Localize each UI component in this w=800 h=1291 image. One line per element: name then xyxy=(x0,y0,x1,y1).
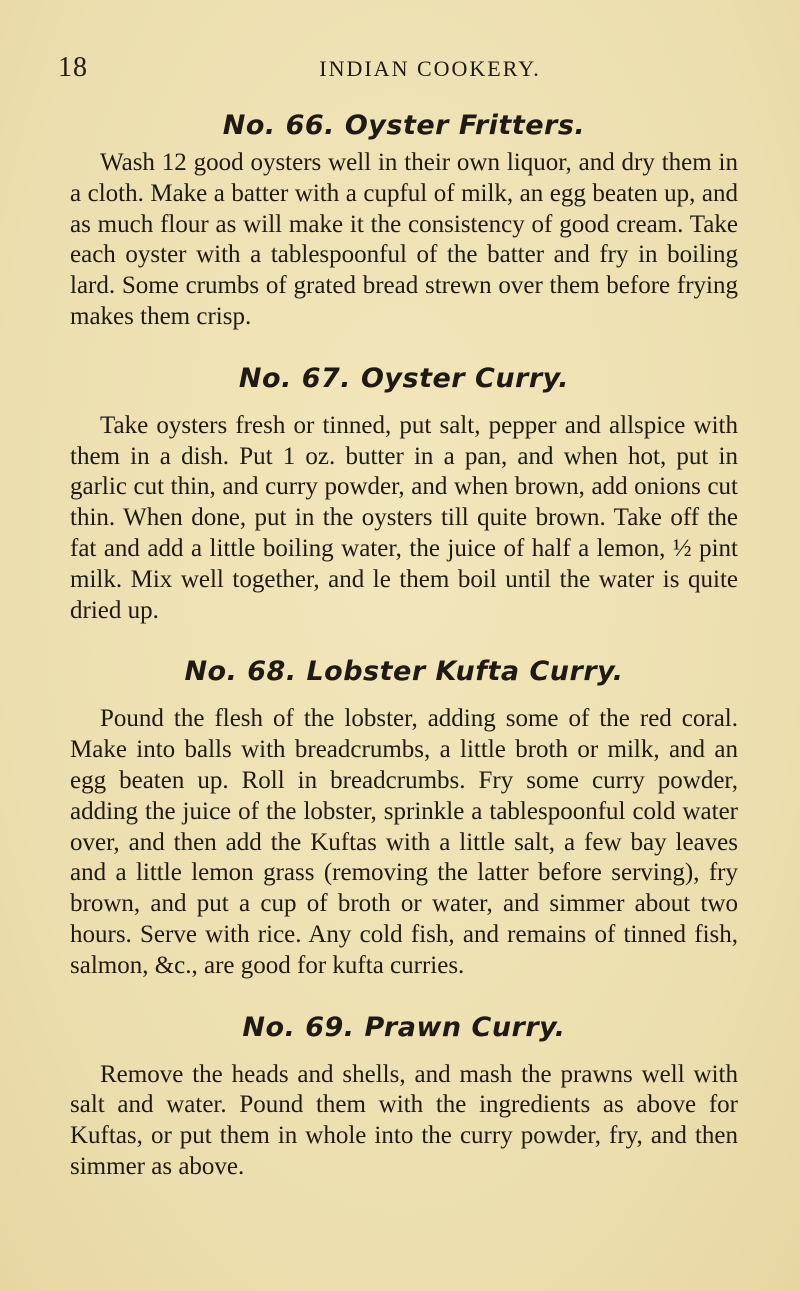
recipe-body: Take oysters fresh or tinned, put salt, pepper and allspice with them in a dish. Put 1 oz. butter in a pan, and when hot, put in garlic cut thin, and curry powder, and when brown, add onions cut thin. When done, put in the oysters till quite brown. Take off the fat and add a little boiling water, the juice of half a lemon, ½ pint milk. Mix well together, and le them boil until the water is quite dried up. xyxy=(70,411,738,624)
recipe-66 xyxy=(70,104,738,333)
recipe-title: No. 67. Oyster Curry. xyxy=(238,362,570,394)
running-head xyxy=(58,52,742,82)
recipe-title: No. 69. Prawn Curry. xyxy=(242,1011,566,1043)
page-number: 18 xyxy=(58,52,88,83)
recipe-69 xyxy=(70,1006,738,1183)
page-content xyxy=(70,104,738,1207)
recipe-body: Wash 12 good oysters well in their own liquor, and dry them in a cloth. Make a batter with a cupful of milk, an egg beaten up, and as much flour as will make it the consistency of good cream. Take each oyster with a tablespoonful of the batter and fry in boiling lard. Some crumbs of grated bread strewn over them before frying makes them crisp. xyxy=(70,149,738,330)
recipe-body: Remove the heads and shells, and mash the prawns well with salt and water. Pound them with the ingredients as above for Kuftas, or put them in whole into the curry powder, fry, and then simmer as above. xyxy=(70,1060,738,1180)
running-title: INDIAN COOKERY. xyxy=(319,56,541,81)
recipe-title: No. 66. Oyster Fritters. xyxy=(222,110,586,141)
recipe-67 xyxy=(70,357,738,627)
recipe-title: No. 68. Lobster Kufta Curry. xyxy=(184,656,624,688)
recipe-68 xyxy=(70,650,738,981)
recipe-body: Pound the flesh of the lobster, adding some of the red coral. Make into balls with breadcrumbs, a little broth or milk, and an egg beaten up. Roll in breadcrumbs. Fry some curry powder, adding the juice of the lobster, sprinkle a tablespoonful cold water over, and then add the Kuftas with a little salt, a few bay leaves and a little lemon grass (removing the latter before serving), fry brown, and put a cup of broth or water, and simmer about two hours. Serve with rice. Any cold fish, and remains of tinned fish, salmon, &c., are good for kufta curries. xyxy=(70,705,738,979)
